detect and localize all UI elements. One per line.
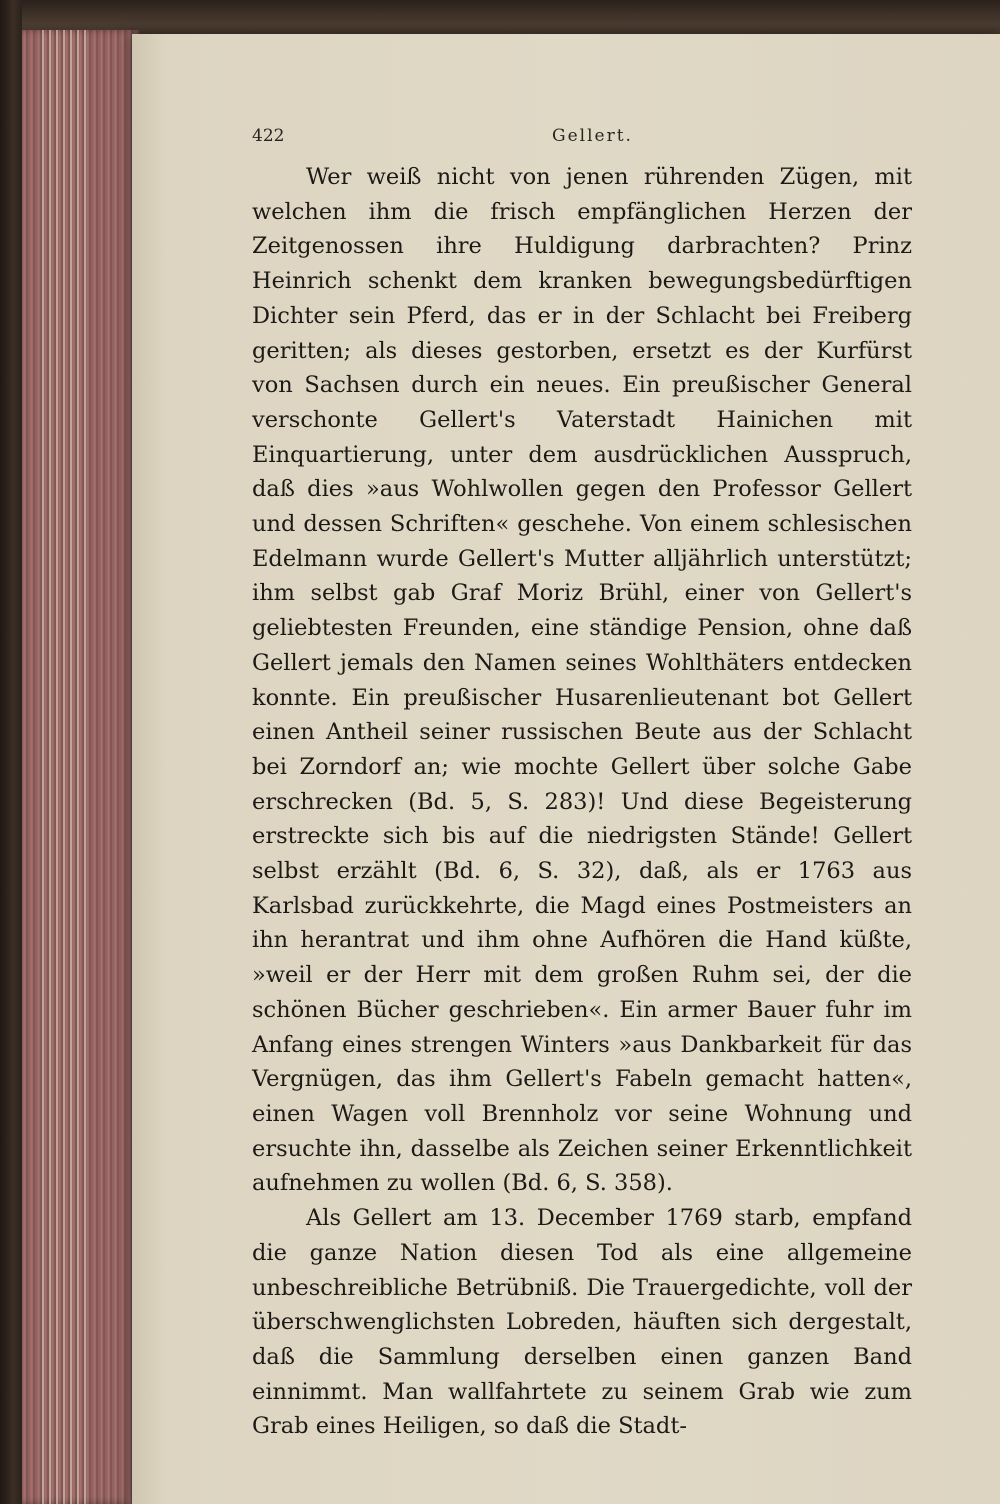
page-header [252,126,892,150]
running-title: Gellert. [552,126,633,146]
paragraph-2: Als Gellert am 13. December 1769 starb, empfand die ganze Nation diesen Tod als eine allgemeine unbeschreibliche Betrübniß. Die Trauergedichte, voll der überschwenglichsten Lobreden, häuften sich dergestalt, daß die Sammlung derselben einen ganzen Band einnimmt. Man wallfahrtete zu seinem Grab wie zum Grab eines Heiligen, so daß die Stadt- [252,1205,912,1440]
paragraph-1: Wer weiß nicht von jenen rührenden Zügen, mit welchen ihm die frisch empfänglichen Herzen der Zeitgenossen ihre Huldigung darbrachten? Prinz Heinrich schenkt dem kranken bewegungsbedürftigen Dichter sein Pferd, das er in der Schlacht bei Freiberg geritten; als dieses gestorben, ersetzt es der Kurfürst von Sachsen durch ein neues. Ein preußischer General verschonte Gellert's Vaterstadt Hainichen mit Einquartierung, unter dem ausdrücklichen Ausspruch, daß dies »aus Wohlwollen gegen den Professor Gellert und dessen Schriften« geschehe. Von einem schlesischen Edelmann wurde Gellert's Mutter alljährlich unterstützt; ihm selbst gab Graf Moriz Brühl, einer von Gellert's geliebtesten Freunden, eine ständige Pension, ohne daß Gellert jemals den Namen seines Wohlthäters entdecken konnte. Ein preußischer Husarenlieutenant bot Gellert einen Antheil seiner russischen Beute aus der Schlacht bei Zorndorf an; wie mochte Gellert über solche Gabe erschrecken (Bd. 5, S. 283)! Und diese Begeisterung erstreckte sich bis auf die niedrigsten Stände! Gellert selbst erzählt (Bd. 6, S. 32), daß, als er 1763 aus Karlsbad zurückkehrte, die Magd eines Postmeisters an ihn herantrat und ihm ohne Aufhören die Hand küßte, »weil er der Herr mit dem großen Ruhm sei, der die schönen Bücher geschrieben«. Ein armer Bauer fuhr im Anfang eines strengen Winters »aus Dankbarkeit für das Vergnügen, das ihm Gellert's Fabeln gemacht hatten«, einen Wagen voll Brennholz vor seine Wohnung und ersuchte ihn, dasselbe als Zeichen seiner Erkenntlichkeit aufnehmen zu wollen (Bd. 6, S. 358). [252,164,912,1197]
book-page [132,34,1000,1504]
page-edge-lines [42,30,86,1504]
book-spine [0,0,22,1504]
body-text [252,160,912,1444]
page-number: 422 [252,126,285,146]
